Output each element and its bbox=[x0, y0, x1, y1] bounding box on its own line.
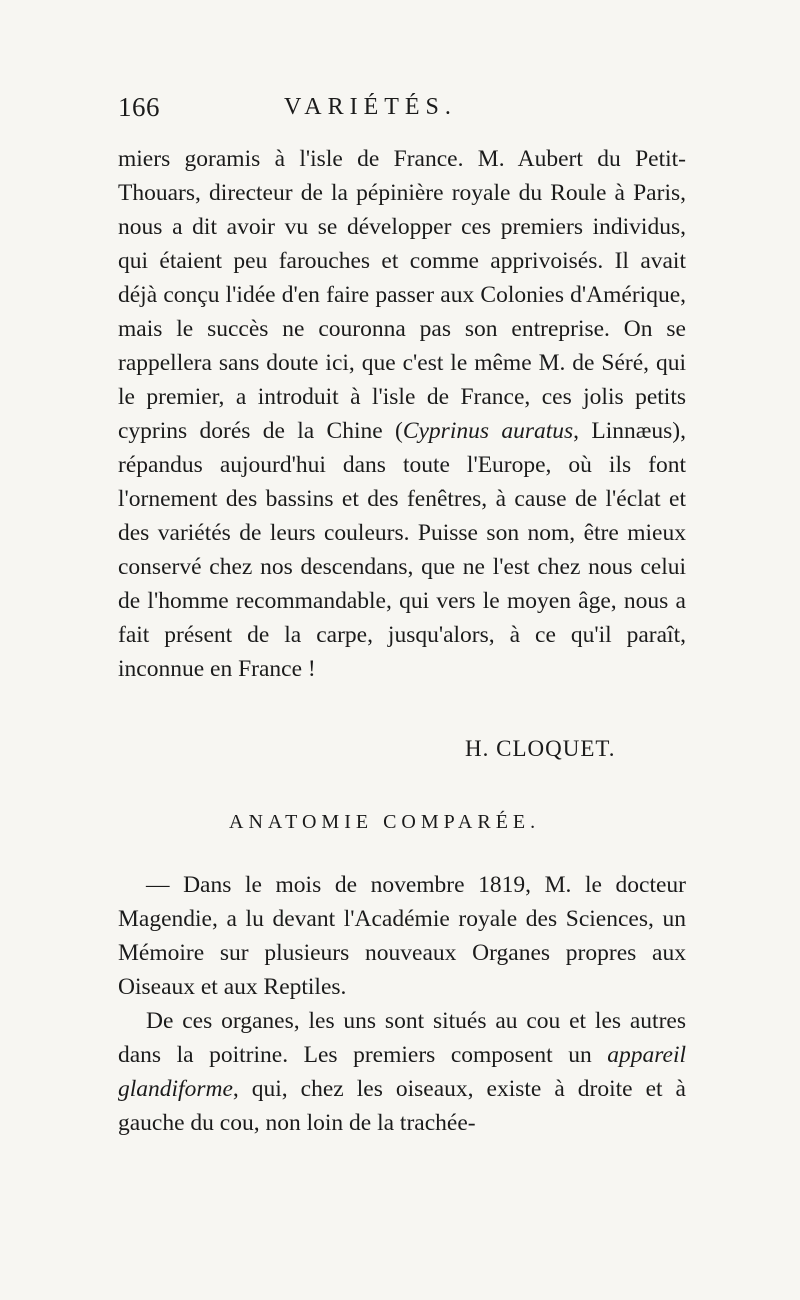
section-paragraph-2-text-b: , qui, chez les oiseaux, existe à droite et à gauche du cou, non loin de la trachée- bbox=[118, 1076, 686, 1136]
page-number: 166 bbox=[118, 92, 160, 122]
article-body bbox=[118, 142, 686, 686]
article-paragraph bbox=[118, 142, 686, 686]
section-paragraph-2 bbox=[118, 1004, 686, 1140]
section-heading: ANATOMIE COMPARÉE. bbox=[229, 811, 541, 833]
italic-term: appareil glandiforme bbox=[118, 1042, 686, 1102]
section-paragraph-2-text-a: De ces organes, les uns sont situés au cou et les autres dans la poitrine. Les premiers composent un bbox=[118, 1008, 686, 1068]
latin-species-name: Cyprinus auratus bbox=[402, 418, 574, 444]
running-title: VARIÉTÉS. bbox=[284, 94, 457, 120]
article-text-part-1: miers goramis à l'isle de France. M. Aubert du Petit-Thouars, directeur de la pépinière royale du Roule à Paris, nous a dit avoir vu se développer ces premiers individus, qui étaient peu farouches et comme apprivoisés. Il avait déjà conçu l'idée d'en faire passer aux Colonies d'Amérique, mais le succès ne couronna pas son entreprise. On se rappellera sans doute ici, que c'est le même M. de Séré, qui le premier, a introduit à l'isle de France, ces jolis petits cyprins dorés de la Chine ( bbox=[118, 146, 686, 444]
section-body bbox=[118, 868, 686, 1140]
author-signature: H. CLOQUET. bbox=[465, 736, 616, 761]
article-text-part-2: , Linnæus), répandus aujourd'hui dans toute l'Europe, où ils font l'ornement des bassins et des fenêtres, à cause de l'éclat et des variétés de leurs couleurs. Puisse son nom, être mieux conservé chez nos descendans, que ne l'est chez nous celui de l'homme recommandable, qui vers le moyen âge, nous a fait présent de la carpe, jusqu'alors, à ce qu'il paraît, inconnue en France ! bbox=[118, 418, 686, 682]
section-paragraph-1: — Dans le mois de novembre 1819, M. le docteur Magendie, a lu devant l'Académie royale des Sciences, un Mémoire sur plusieurs nouveaux Organes propres aux Oiseaux et aux Reptiles. bbox=[118, 872, 686, 1000]
page-header bbox=[118, 92, 688, 132]
